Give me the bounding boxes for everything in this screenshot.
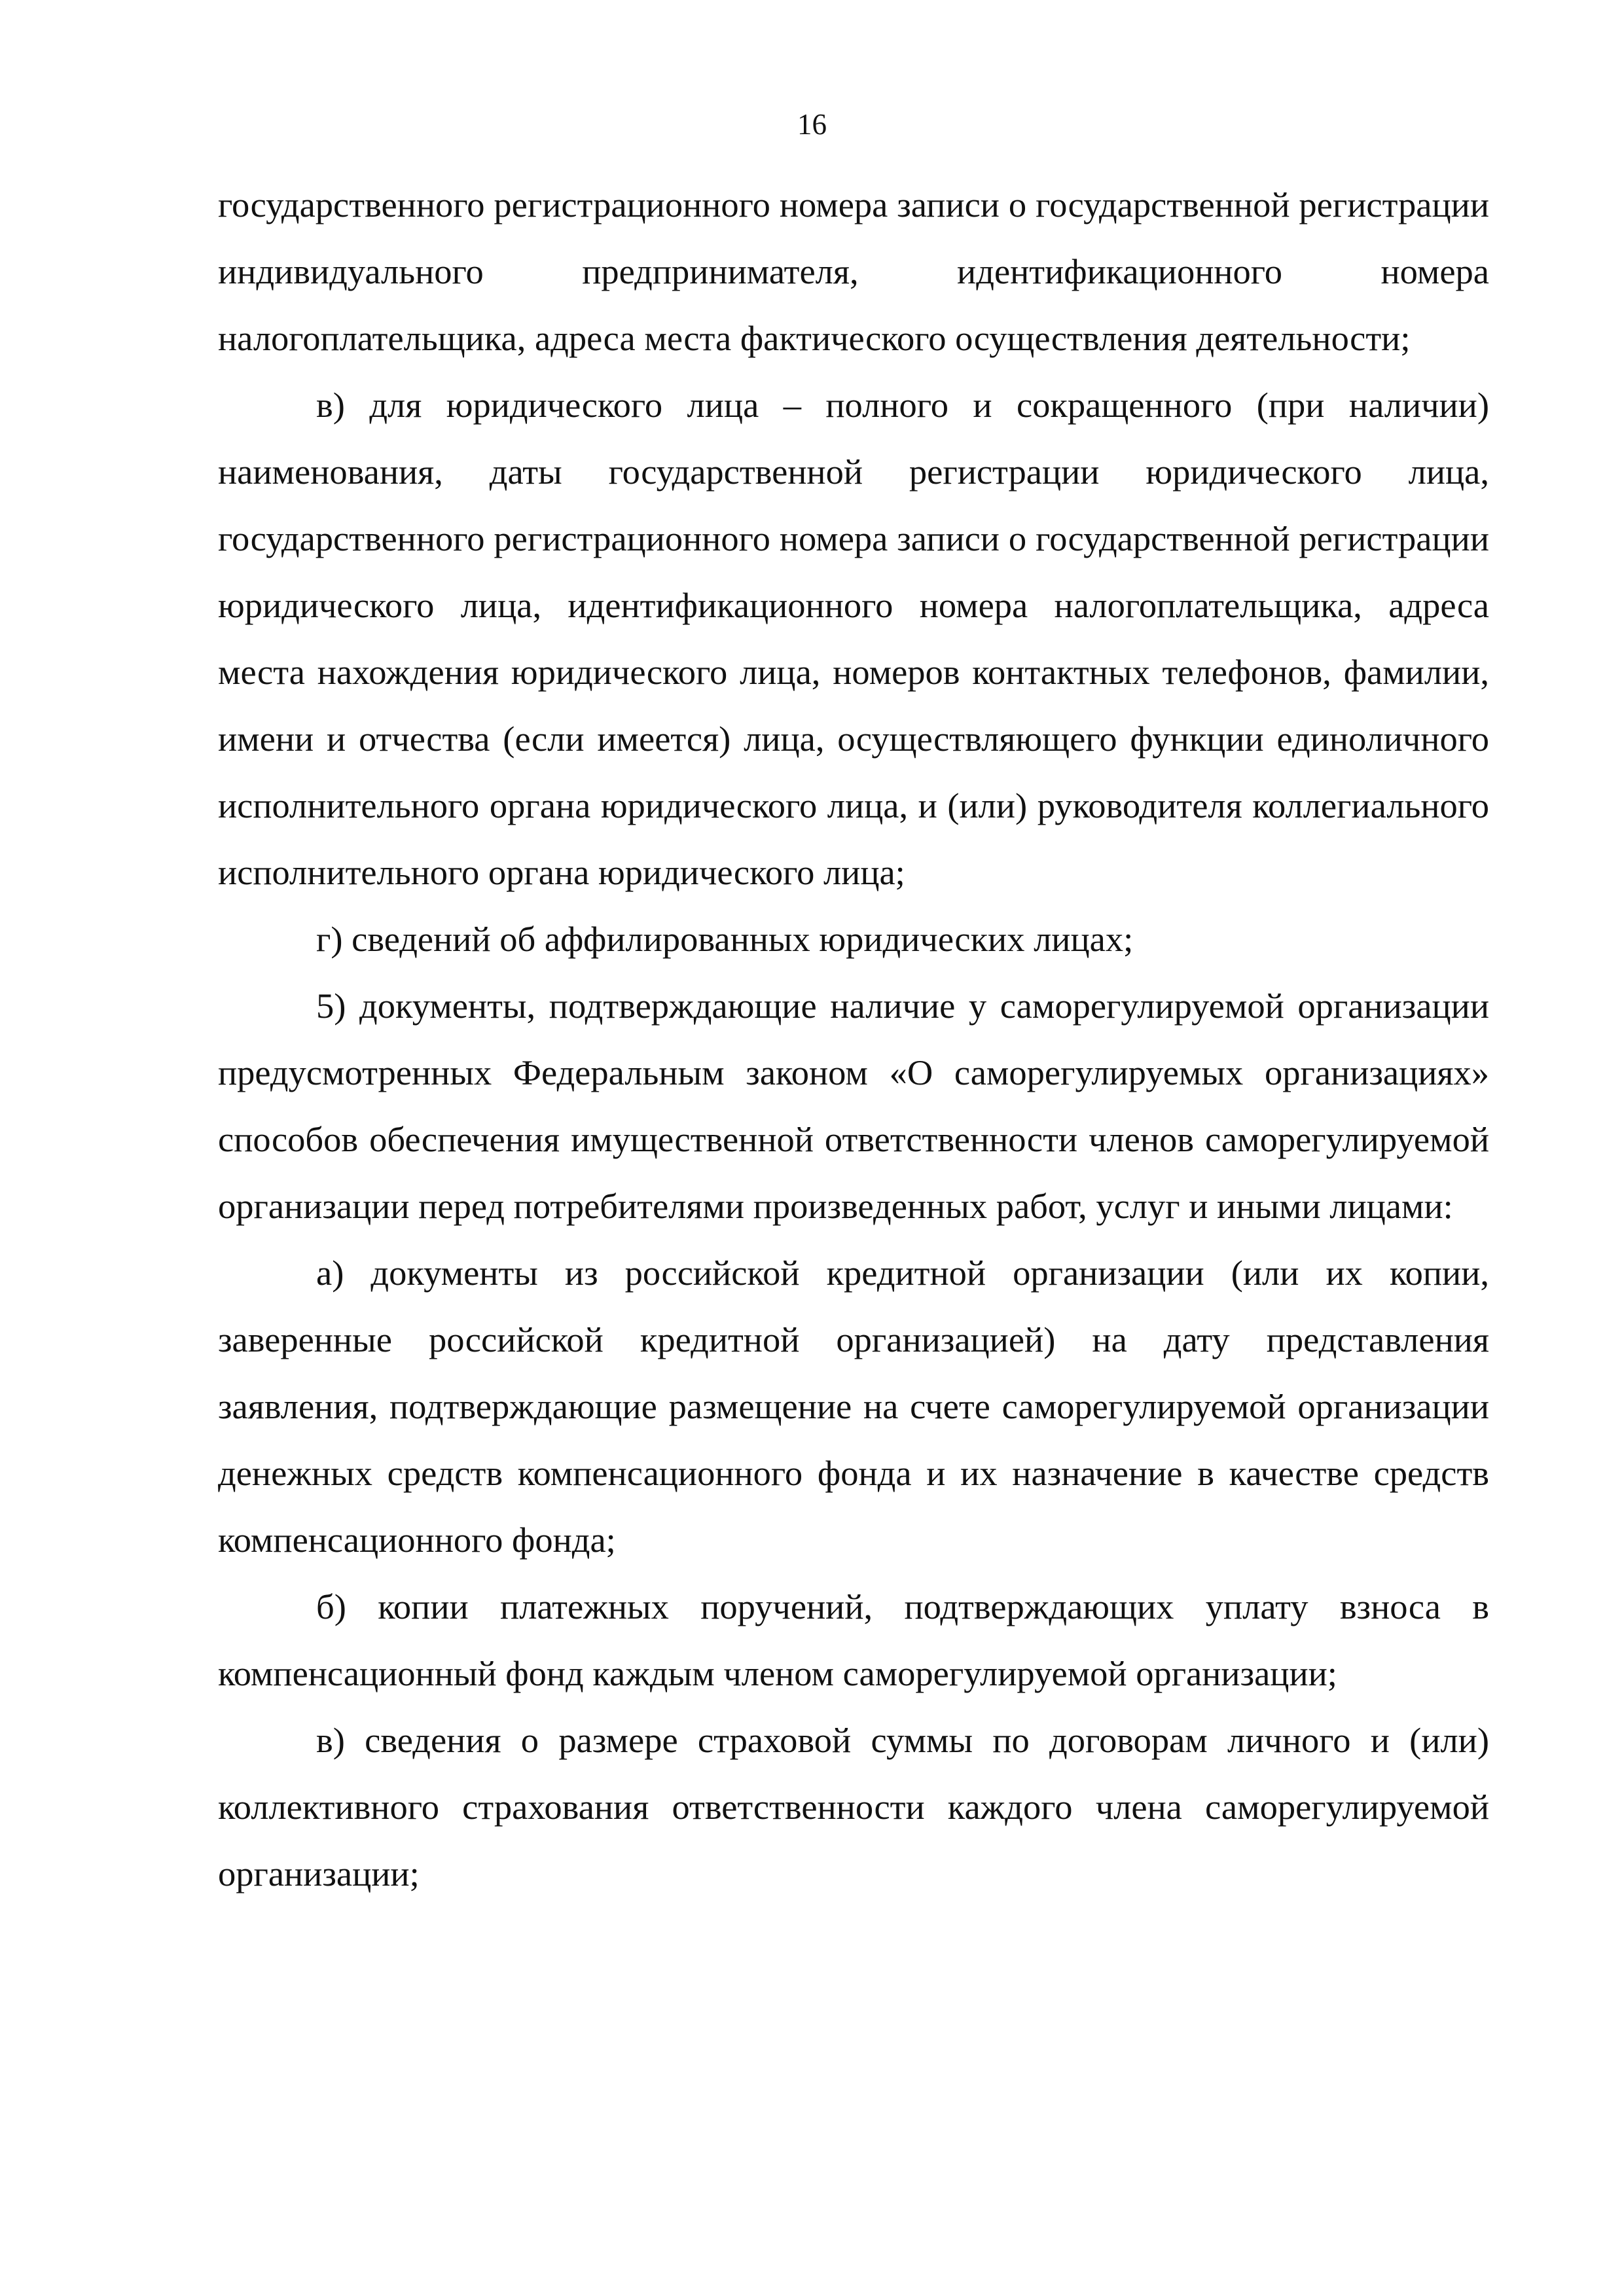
page-number: 16: [797, 108, 827, 141]
paragraph-item-v-insurance: в) сведения о размере страховой суммы по договорам личного и (или) коллективного страхования ответственности каждого члена саморегулируемой организации;: [218, 1720, 1489, 1893]
paragraph-item-g-affiliated: г) сведений об аффилированных юридических лицах;: [316, 919, 1134, 959]
paragraph-item-b-payment-orders: б) копии платежных поручений, подтверждающих уплату взноса в компенсационный фонд каждым членом саморегулируемой организации;: [218, 1587, 1489, 1693]
document-body: [218, 171, 1489, 1907]
paragraph-item-a-bank-documents: а) документы из российской кредитной организации (или их копии, заверенные российской кредитной организацией) на дату представления заявления, подтверждающие размещение на счете саморегулируемой организации денежных средств компенсационного фонда и их назначение в качестве средств компенсационного фонда;: [218, 1253, 1489, 1560]
paragraph-continuation: государственного регистрационного номера записи о государственной регистрации индивидуального предпринимателя, идентификационного номера налогоплательщика, адреса места фактического осуществления деятельности;: [218, 185, 1489, 358]
paragraph-item-5-documents: 5) документы, подтверждающие наличие у саморегулируемой организации предусмотренных Федеральным законом «О саморегулируемых организациях» способов обеспечения имущественной ответственности членов саморегулируемой организации перед потребителями произведенных работ, услуг и иными лицами:: [218, 986, 1489, 1226]
paragraph-item-v-legal-entity: в) для юридического лица – полного и сокращенного (при наличии) наименования, даты государственной регистрации юридического лица, государственного регистрационного номера записи о государственной регистрации юридического лица, идентификационного номера налогоплательщика, адреса места нахождения юридического лица, номеров контактных телефонов, фамилии, имени и отчества (если имеется) лица, осуществляющего функции единоличного исполнительного органа юридического лица, и (или) руководителя коллегиального исполнительного органа юридического лица;: [218, 385, 1489, 892]
